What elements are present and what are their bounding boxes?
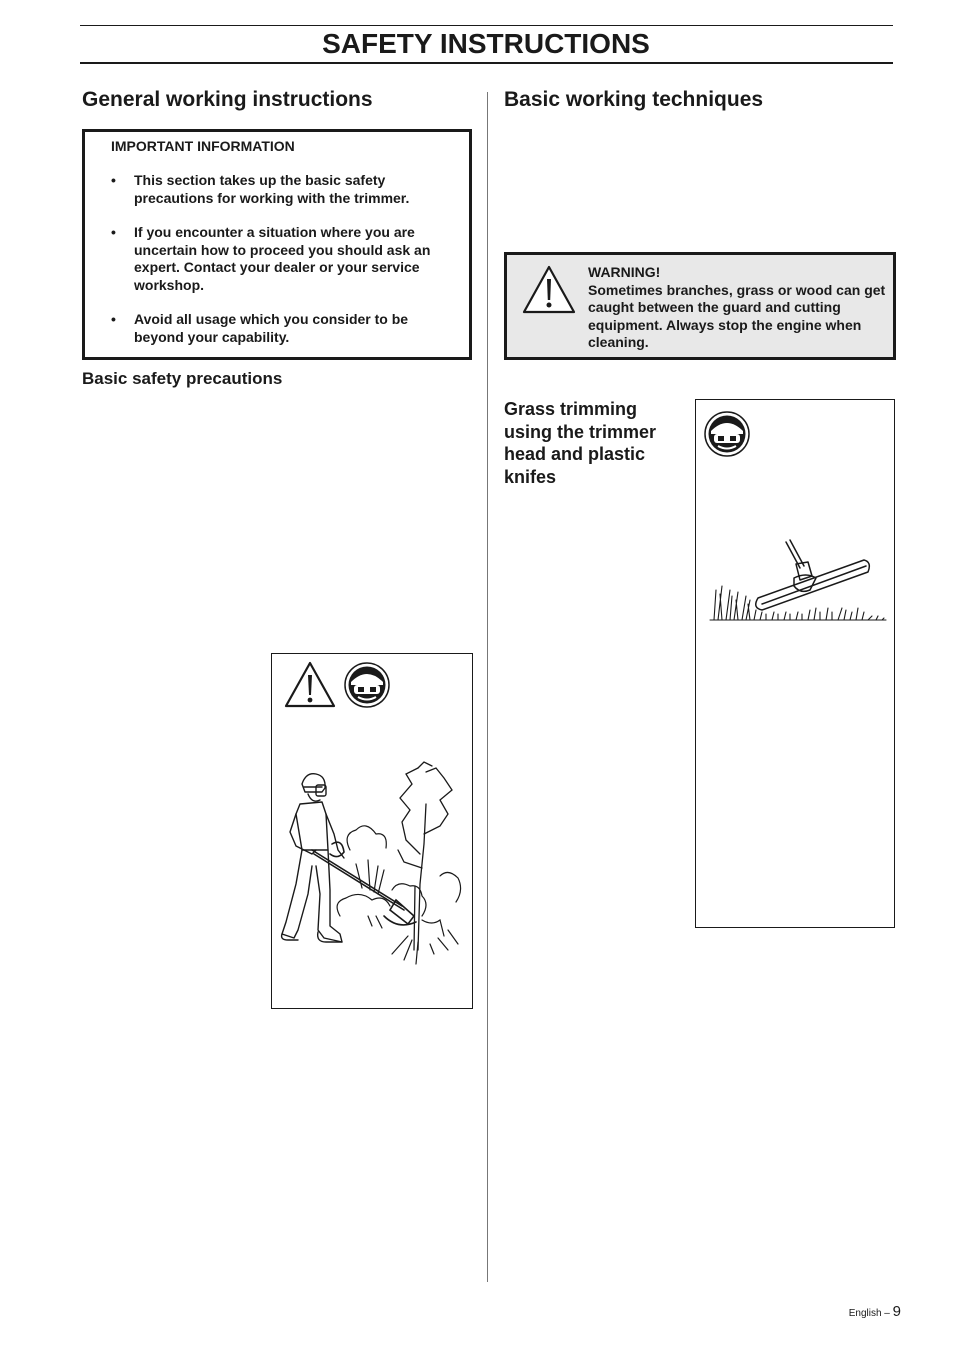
list-item [111,224,451,294]
page-title: SAFETY INSTRUCTIONS [322,28,650,59]
warning-content [588,264,888,352]
list-item-text: This section takes up the basic safety precautions for working with the trimmer. [134,172,410,206]
column-divider [487,92,488,1282]
list-item-text: Avoid all usage which you consider to be beyond your capability. [134,311,409,345]
face-protection-icon [705,412,749,456]
warning-text: Sometimes branches, grass or wood can get caught between the guard and cutting equipment. Always stop the engine when cleaning. [588,281,886,350]
top-rule [80,25,893,26]
general-working-instructions-heading: General working instructions [82,88,373,111]
important-information-title: IMPORTANT INFORMATION [111,138,295,154]
warning-triangle-icon [286,663,334,706]
bullet: • [111,311,116,327]
bushes-and-stones-illustration [337,826,460,964]
trimmer-operator-figure [271,653,473,1009]
warning-title: WARNING! [588,264,661,280]
trimmer-head-figure [695,399,895,928]
important-information-box [82,129,472,360]
page-number: 9 [892,1303,901,1320]
basic-safety-precautions-heading: Basic safety precautions [82,369,283,388]
grass-trimming-heading: Grass trimming using the trimmer head and plastic knifes [504,399,657,487]
list-item-text: If you encounter a situation where you are uncertain how to proceed you should ask an expert. Contact your dealer or your service workshop. [134,224,431,293]
list-item [111,311,451,346]
trimmer-operator-illustration [272,654,472,1008]
operator-figure [282,774,344,942]
face-protection-icon [345,663,389,707]
footer-language: English – [848,1308,890,1319]
important-information-list [111,172,451,363]
trimmer-head-illustration [696,400,894,927]
bullet: • [111,224,116,240]
warning-box [504,252,896,360]
title-underline [80,62,893,64]
page-footer [849,1303,901,1320]
bullet: • [111,172,116,188]
basic-working-techniques-heading: Basic working techniques [504,88,764,111]
list-item [111,172,451,207]
trimmer-head-drawing [756,540,870,610]
warning-triangle-icon [521,264,577,316]
